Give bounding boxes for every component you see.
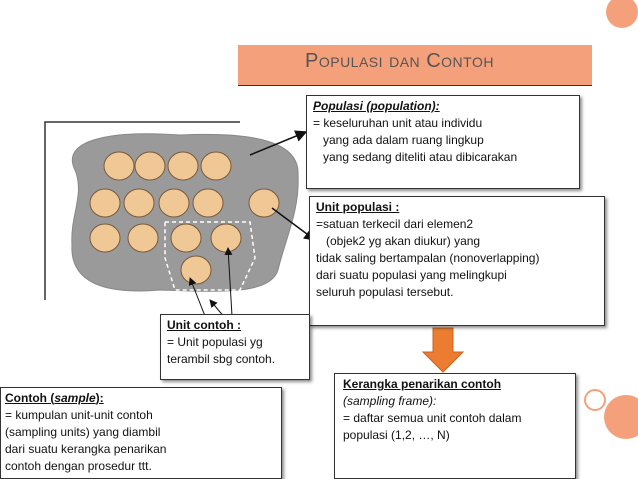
kerangka-subheading: (sampling frame): bbox=[343, 394, 437, 408]
unit-contoh-line-1: = Unit populasi yg bbox=[167, 335, 263, 349]
contoh-box bbox=[0, 387, 282, 479]
unit-contoh-heading: Unit contoh : bbox=[167, 318, 241, 332]
unit-populasi-line-4: dari suatu populasi yang melingkupi bbox=[316, 268, 507, 282]
page-title: Populasi dan Contoh bbox=[305, 50, 494, 72]
contoh-heading bbox=[5, 390, 275, 407]
unit-populasi-box bbox=[309, 196, 605, 326]
kerangka-line-2: populasi (1,2, …, N) bbox=[343, 428, 450, 442]
contoh-heading-end: ): bbox=[95, 391, 104, 405]
sample-unit-ellipse bbox=[171, 224, 201, 252]
unit-populasi-heading: Unit populasi : bbox=[316, 200, 400, 214]
contoh-line-4: contoh dengan prosedur ttt. bbox=[5, 459, 152, 473]
unit-populasi-line-1: =satuan terkecil dari elemen2 bbox=[316, 217, 474, 231]
unit-contoh-line-2: terambil sbg contoh. bbox=[167, 352, 276, 366]
contoh-heading-start: Contoh ( bbox=[5, 391, 55, 405]
unit-ellipse bbox=[104, 152, 134, 180]
unit-ellipse bbox=[90, 224, 120, 252]
unit-ellipse bbox=[168, 152, 198, 180]
kerangka-line-1: = daftar semua unit contoh dalam bbox=[343, 411, 522, 425]
unit-ellipse bbox=[201, 152, 231, 180]
unit-ellipse bbox=[135, 152, 165, 180]
unit-ellipse bbox=[249, 189, 279, 217]
unit-ellipse bbox=[124, 189, 154, 217]
unit-ellipse bbox=[128, 224, 158, 252]
sample-unit-ellipse bbox=[181, 256, 211, 284]
unit-populasi-line-2: (objek2 yg akan diukur) yang bbox=[326, 234, 481, 248]
populasi-heading: Populasi (population): bbox=[313, 99, 440, 113]
contoh-heading-italic: sample bbox=[54, 391, 96, 405]
unit-populasi-line-5: seluruh populasi tersebut. bbox=[316, 285, 454, 299]
populasi-line-1: = keseluruhan unit atau individu bbox=[313, 116, 483, 130]
populasi-box bbox=[306, 95, 580, 189]
populasi-line-3: yang sedang diteliti atau dibicarakan bbox=[323, 150, 518, 164]
sample-unit-ellipse bbox=[211, 224, 241, 252]
unit-populasi-line-3: tidak saling bertampalan (nonoverlapping) bbox=[316, 251, 540, 265]
unit-contoh-box bbox=[160, 314, 310, 380]
down-arrow-icon bbox=[423, 328, 463, 372]
unit-ellipse bbox=[90, 189, 120, 217]
contoh-line-2: (sampling units) yang diambil bbox=[5, 425, 161, 439]
kerangka-heading: Kerangka penarikan contoh bbox=[343, 377, 502, 391]
unit-ellipse bbox=[159, 189, 189, 217]
populasi-line-2: yang ada dalam ruang lingkup bbox=[323, 133, 484, 147]
kerangka-box bbox=[334, 373, 576, 479]
contoh-line-3: dari suatu kerangka penarikan bbox=[5, 442, 167, 456]
unit-ellipse bbox=[193, 189, 223, 217]
contoh-line-1: = kumpulan unit-unit contoh bbox=[5, 408, 153, 422]
